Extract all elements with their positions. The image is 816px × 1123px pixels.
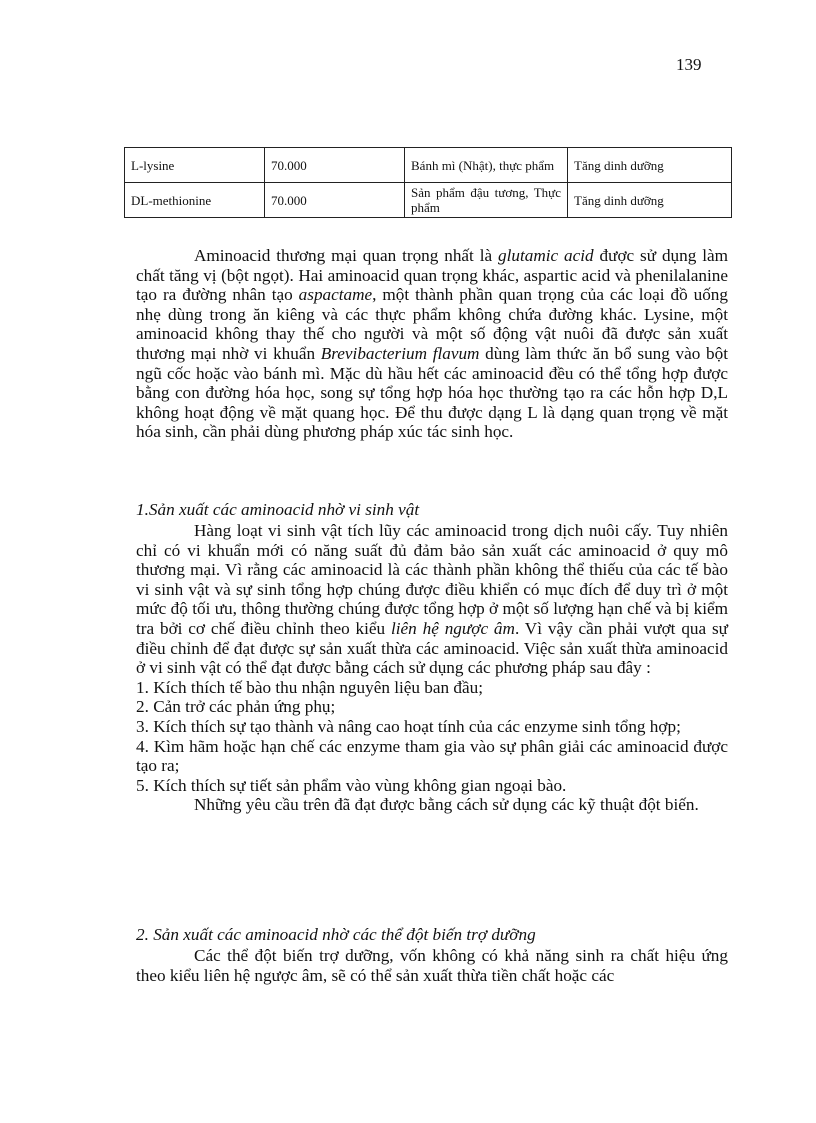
section2-paragraph: Các thể đột biến trợ dưỡng, vốn không có khả năng sinh ra chất hiệu ứng theo kiểu liên hệ ngược âm, sẽ có thể sản xuất thừa tiền chất hoặc các <box>136 946 728 985</box>
table-cell: L-lysine <box>125 148 265 183</box>
data-table <box>124 147 732 218</box>
section2-heading: 2. Sản xuất các aminoacid nhờ các thể đột biến trợ dưỡng <box>136 925 536 944</box>
text-run: Hàng loạt vi sinh vật tích lũy các aminoacid trong dịch nuôi cấy. Tuy nhiên chỉ có vi khuẩn mới có năng suất đủ đảm bảo sản xuất các aminoacid ở quy mô thương mại. Vì rằng các aminoacid là các thành phần không thể thiếu của các tế bào vi sinh vật và sự sinh tổng hợp chúng được điều khiển có mục đích để duy trì ở một mức độ tối ưu, thông thường chúng được tổng hợp ở một số lượng hạn chế và bị kiểm tra bởi cơ chế điều chỉnh theo kiểu <box>136 521 728 638</box>
text-run: được sử dụng làm chất tăng vị (bột ngọt). Hai aminoacid quan trọng khác, aspartic acid và phenilalanine tạo ra đường nhân tạo <box>136 246 728 305</box>
emphasis: glutamic acid <box>498 246 594 265</box>
table-cell: Bánh mì (Nhật), thực phẩm <box>405 148 568 183</box>
list-item: 5. Kích thích sự tiết sản phẩm vào vùng không gian ngoại bào. <box>136 775 567 795</box>
list-item: 1. Kích thích tế bào thu nhận nguyên liệu ban đầu; <box>136 677 484 697</box>
list-item: 4. Kìm hãm hoặc hạn chế các enzyme tham gia vào sự phân giải các aminoacid được tạo ra; <box>136 736 728 776</box>
section1-closing: Những yêu cầu trên đã đạt được bằng cách sử dụng các kỹ thuật đột biến. <box>194 795 699 815</box>
section1-body <box>136 521 728 815</box>
table-row <box>125 148 732 183</box>
section1-paragraph <box>136 521 728 678</box>
emphasis: liên hệ ngược âm <box>391 618 515 638</box>
intro-paragraph <box>136 246 728 442</box>
table-cell: Tăng dinh dưỡng <box>568 183 732 218</box>
emphasis: aspactame <box>298 285 373 305</box>
table-cell: Sản phẩm đậu tương, Thực phẩm <box>405 183 568 218</box>
emphasis: Brevibacterium flavum <box>320 343 480 363</box>
list-item: 2. Cản trở các phản ứng phụ; <box>136 697 336 717</box>
page-number: 139 <box>676 55 702 74</box>
section1-heading: 1.Sản xuất các aminoacid nhờ vi sinh vật <box>136 500 420 519</box>
list-item: 3. Kích thích sự tạo thành và nâng cao hoạt tính của các enzyme sinh tổng hợp; <box>136 716 681 736</box>
table-cell: 70.000 <box>265 148 405 183</box>
table-row <box>125 183 732 218</box>
text-run: . Vì vậy cần phải vượt qua sự điều chỉnh để đạt được sự sản xuất thừa các aminoacid. Việc sản xuất thừa aminoacid ở vi sinh vật có thể đạt được bằng cách sử dụng các phương pháp sau đây : <box>136 618 728 678</box>
table-cell: DL-methionine <box>125 183 265 218</box>
text-run: , một thành phần quan trọng của các loại đồ uống nhẹ dùng trong ăn kiêng và các thực phẩm không chứa đường khác. Lysine, một aminoacid không thay thế cho người và một số động vật nuôi đã được sản xuất thương mại nhờ vi khuẩn <box>136 285 728 363</box>
text-run: Aminoacid thương mại quan trọng nhất là <box>194 246 499 265</box>
table-cell: 70.000 <box>265 183 405 218</box>
table-cell: Tăng dinh dưỡng <box>568 148 732 183</box>
text-run: dùng làm thức ăn bổ sung vào bột ngũ cốc hoặc vào bánh mì. Mặc dù hầu hết các aminoacid đều có thể tổng hợp được bằng con đường hóa học, song sự tổng hợp hóa học thường tạo ra các hỗn hợp D,L không hoạt động về mặt quang học. Để thu được dạng L là dạng quan trọng về mặt hóa sinh, cần phải dùng phương pháp xúc tác sinh học. <box>136 343 728 442</box>
